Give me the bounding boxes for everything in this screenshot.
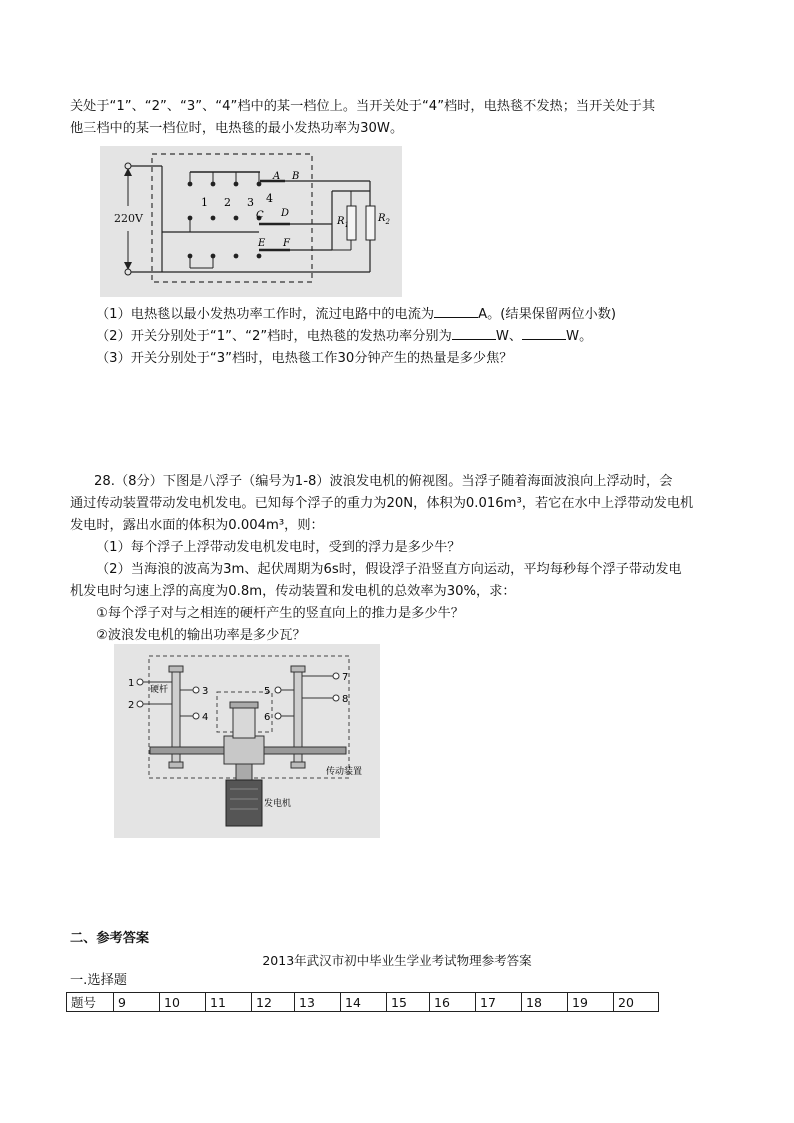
float-label-4: 4 [202,712,209,723]
float-3 [193,687,199,693]
r1-label: $R_1$ [337,216,349,229]
contact-c: C [256,210,264,221]
q28-line-8: ②波浪发电机的输出功率是多少瓦？ [96,628,306,643]
q27-part-3: （3）开关分别处于“3”档时，电热毯工作30分钟产生的热量是多少焦？ [96,351,513,366]
answer-table [66,992,659,1012]
table-cell: 15 [387,993,430,1012]
generator-label: 发电机 [264,799,292,809]
float-label-5: 5 [264,686,271,697]
answers-section-title: 二、参考答案 [70,931,150,946]
float-label-1: 1 [128,678,135,689]
table-cell: 9 [114,993,160,1012]
position-3: 3 [247,196,254,209]
generator [226,780,262,826]
table-cell: 20 [614,993,659,1012]
contact-f: F [283,238,290,249]
contact-e: E [258,238,266,249]
wave-generator-figure [114,644,380,838]
answers-doc-title: 2013年武汉市初中毕业生学业考试物理参考答案 [262,953,532,968]
float-label-3: 3 [202,686,209,697]
float-2 [137,701,143,707]
table-header-cell: 题号 [67,993,114,1012]
q28-line-6: 机发电时匀速上浮的高度为0.8m，传动装置和发电机的总效率为30%，求： [70,584,516,599]
table-cell: 10 [160,993,206,1012]
table-cell: 19 [568,993,614,1012]
answers-part-1: 一.选择题 [70,973,127,988]
table-row [67,993,659,1012]
table-cell: 11 [206,993,252,1012]
q28-line-1: 28.（8分）下图是八浮子（编号为1-8）波浪发电机的俯视图。当浮子随着海面波浪向上浮动时，会 [94,474,673,489]
float-5 [275,687,281,693]
q28-line-2: 通过传动装置带动发电机发电。已知每个浮子的重力为20N，体积为0.016m³，若它在水中上浮带动发电机 [70,496,694,511]
table-cell: 17 [476,993,522,1012]
contact-d: D [281,208,290,219]
float-label-2: 2 [128,700,135,711]
q27-part-2 [96,328,592,346]
intro-line-2: 他三档中的某一档位时，电热毯的最小发热功率为30W。 [70,121,404,136]
position-2: 2 [224,196,231,209]
table-cell: 14 [341,993,387,1012]
table-cell: 18 [522,993,568,1012]
q28-line-4: （1）每个浮子上浮带动发电机发电时，受到的浮力是多少牛？ [96,540,461,555]
q27-part-2-text: （2）开关分别处于“1”、“2”档时，电热毯的发热功率分别为 [96,329,452,344]
position-1: 1 [201,196,208,209]
q28-line-7: ①每个浮子对与之相连的硬杆产生的竖直向上的推力是多少牛？ [96,606,464,621]
float-7 [333,673,339,679]
q27-part-1-text: （1）电热毯以最小发热功率工作时，流过电路中的电流为 [96,307,435,322]
transmission-label: 传动装置 [326,767,363,777]
contact-b: B [292,171,300,182]
table-cell: 12 [252,993,295,1012]
float-label-8: 8 [342,694,349,705]
voltage-label: 220V [114,212,143,225]
position-4: 4 [266,192,273,205]
q28-line-3: 发电时，露出水面的体积为0.004m³，则： [70,518,324,533]
float-6 [275,713,281,719]
float-label-6: 6 [264,712,271,723]
circuit-figure [100,146,402,297]
q27-part-2-unit-2: W。 [566,329,593,344]
contact-a: A [273,171,281,182]
q28-line-5: （2）当海浪的波高为3m、起伏周期为6s时，假设浮子沿竖直方向运动，平均每秒每个浮子带动发电 [96,562,682,577]
table-cell: 16 [430,993,476,1012]
float-4 [193,713,199,719]
answer-blank-power-2[interactable] [522,328,566,340]
answer-blank-current[interactable] [434,306,478,318]
float-8 [333,695,339,701]
intro-line-1: 关处于“1”、“2”、“3”、“4”档中的某一档位上。当开关处于“4”档时，电热毯不发热；当开关处于其 [70,99,656,114]
q27-part-2-unit-1: W、 [495,329,523,344]
q27-part-1 [96,306,616,324]
table-cell: 13 [295,993,341,1012]
float-label-7: 7 [342,672,349,683]
rod-label: 硬杆 [150,685,169,695]
q27-part-1-unit: A。(结果保留两位小数) [478,307,617,322]
float-1 [137,679,143,685]
answer-blank-power-1[interactable] [452,328,496,340]
r2-label: $R_2$ [378,213,390,226]
resistor-r2 [366,206,375,240]
